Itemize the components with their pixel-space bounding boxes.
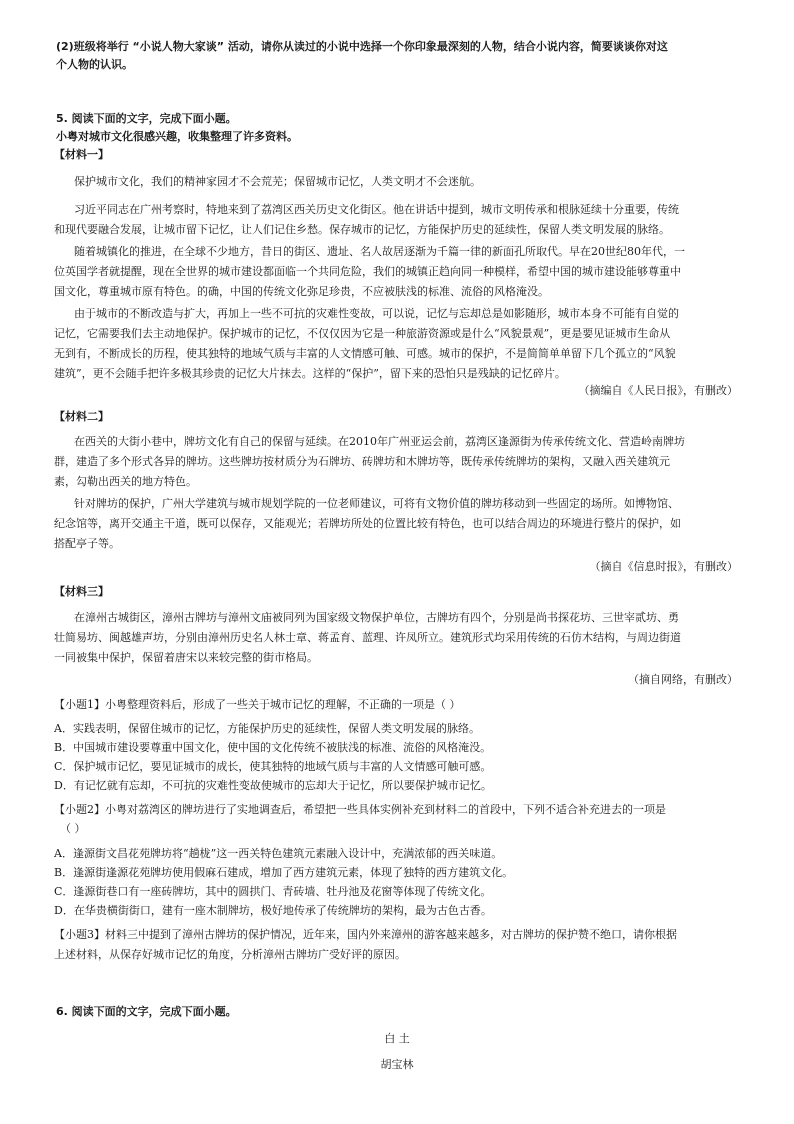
- m2-p1-line3: 素，勾勒出西关的地方特色。: [54, 475, 197, 488]
- subq2-option-b: B．逢源街逢源花苑牌坊使用假麻石建成，增加了西方建筑元素，体现了独特的西方建筑文化。: [54, 866, 514, 879]
- material-2-heading: 【材料二】: [54, 410, 109, 423]
- subq1-option-a: A．实践表明，保留住城市的记忆，方能保护历史的延续性，保留人类文明发展的脉络。: [54, 722, 480, 735]
- m1-p4-line2: 记忆，它需要我们去主动地保护。保护城市的记忆，不仅仅因为它是一种旅游资源或是什么“风貌景观”，更是要见证城市生命从: [54, 327, 671, 340]
- m1-p4-line4: 建筑”，更不会随手把许多极其珍贵的记忆大片抹去。这样的“保护”，留下来的恐怕只是残缺的记忆碎片。: [54, 367, 566, 380]
- subq3-stem-line1: 【小题3】材料三中提到了漳州古牌坊的保护情况，近年来，国内外来漳州的游客越来越多，对古牌坊的保护赞不绝口，请你根据: [54, 928, 677, 941]
- m1-p2-line1: 习近平同志在广州考察时，特地来到了荔湾区西关历史文化街区。他在讲话中提到，城市文明传承和根脉延续十分重要，传统: [74, 203, 679, 216]
- subq3-stem-line2: 上述材料，从保存好城市记忆的角度，分析漳州古牌坊广受好评的原因。: [54, 948, 406, 961]
- q6-title: 6. 阅读下面的文字，完成下面小题。: [56, 1005, 237, 1018]
- material-3-source: （摘自网络，有删改）: [628, 673, 738, 686]
- m3-p1-line3: 一同被集中保护，保留着唐宋以来较完整的街市格局。: [54, 651, 318, 664]
- subq2-option-c: C．逢源街巷口有一座砖牌坊，其中的圆拱门、青砖墙、牡丹池及花窗等体现了传统文化。: [54, 885, 492, 898]
- material-1-source: （摘编自《人民日报》，有删改）: [578, 384, 738, 397]
- subq1-option-d: D．有记忆就有忘却，不可抗的灾难性变故使城市的忘却大于记忆，所以要保护城市记忆。: [54, 779, 492, 792]
- m3-p1-line2: 壮简易坊、闽越雄声坊，分别由漳州历史名人林士章、蒋孟育、蓝理、许凤所立。建筑形式均采用传统的石仿木结构，与周边街道: [54, 631, 681, 644]
- m1-p1-line1: 保护城市文化，我们的精神家园才不会荒芜；保留城市记忆，人类文明才不会迷航。: [74, 175, 481, 188]
- m1-p4-line3: 无到有，不断成长的历程，使其独特的地域气质与丰富的人文情感可触、可感。城市的保护，不是简简单单留下几个孤立的“风貌: [54, 347, 676, 360]
- m1-p4-line1: 由于城市的不断改造与扩大，再加上一些不可抗的灾难性变故，可以说，记忆与忘却总是如影随形，城市本身不可能有自觉的: [74, 307, 679, 320]
- subq2-option-d: D．在华贵横街街口，建有一座木制牌坊，极好地传承了传统牌坊的架构，最为古色古香。: [54, 904, 492, 917]
- m2-p1-line1: 在西关的大街小巷中，牌坊文化有自己的保留与延续。在2010年广州亚运会前，荔湾区逢源街为传承传统文化、营造岭南牌坊: [74, 435, 685, 448]
- subq2-stem-line2: （ ）: [60, 822, 86, 835]
- subq1-option-c: C．保护城市记忆，要见证城市的成长，使其独特的地域气质与丰富的人文情感可触可感。: [54, 760, 492, 773]
- material-2-source: （摘自《信息时报》，有删改）: [589, 560, 738, 573]
- m1-p3-line2: 位英国学者就提醒，现在全世界的城市建设都面临一个共同危险，我们的城镇正趋向同一种模样，希望中国的城市建设能够尊重中: [54, 265, 681, 278]
- m1-p3-line1: 随着城镇化的推进，在全球不少地方，昔日的街区、遗址、名人故居逐渐为千篇一律的新面孔所取代。早在20世纪80年代，一: [74, 245, 685, 258]
- m1-p2-line2: 和现代要融合发展，让城市留下记忆，让人们记住乡愁。保存城市的记忆，方能保护历史的延续性，保留人类文明发展的脉络。: [54, 223, 670, 236]
- q4-sub2-line2: 个人物的认识。: [56, 58, 133, 71]
- m2-p1-line2: 群，建造了多个形式各异的牌坊。这些牌坊按材质分为石牌坊、砖牌坊和木牌坊等，既传承传统牌坊的架构，又融入西关建筑元: [54, 455, 670, 468]
- material-1-heading: 【材料一】: [54, 148, 109, 161]
- subq1-stem: 【小题1】小粤整理资料后，形成了一些关于城市记忆的理解，不正确的一项是（ ）: [54, 698, 461, 711]
- q5-intro: 小粤对城市文化很感兴趣，收集整理了许多资料。: [56, 130, 298, 143]
- story-author: 胡宝林: [380, 1058, 414, 1071]
- m2-p2-line2: 纪念馆等，离开交通主干道，既可以保存，又能观光；若牌坊所处的位置比较有特色，也可以结合周边的环境进行整片的保护，如: [54, 517, 681, 530]
- subq2-stem-line1: 【小题2】小粤对荔湾区的牌坊进行了实地调查后，希望把一些具体实例补充到材料二的首段中，下列不适合补充进去的一项是: [54, 803, 666, 816]
- m2-p2-line1: 针对牌坊的保护，广州大学建筑与城市规划学院的一位老师建议，可将有文物价值的牌坊移动到一些固定的场所。如博物馆、: [74, 497, 679, 510]
- story-title: 白 土: [384, 1032, 410, 1045]
- m2-p2-line3: 搭配亭子等。: [54, 537, 120, 550]
- q4-sub2-line1: (2)班级将举行 “小说人物大家谈” 活动，请你从读过的小说中选择一个你印象最深刻的人物，结合小说内容，简要谈谈你对这: [56, 40, 668, 53]
- subq2-option-a: A．逢源街文昌花苑牌坊将“趟栊”这一西关特色建筑元素融入设计中，充满浓郁的西关味道。: [54, 847, 503, 860]
- material-3-heading: 【材料三】: [54, 585, 109, 598]
- subq1-option-b: B．中国城市建设要尊重中国文化，使中国的文化传统不被肤浅的标准、流俗的风格淹没。: [54, 741, 492, 754]
- q5-title: 5. 阅读下面的文字，完成下面小题。: [56, 112, 237, 125]
- m1-p3-line3: 国文化，尊重城市原有特色。的确，中国的传统文化弥足珍贵，不应被肤浅的标准、流俗的风格淹没。: [54, 285, 549, 298]
- m3-p1-line1: 在漳州古城街区，漳州古牌坊与漳州文庙被同列为国家级文物保护单位，古牌坊有四个，分别是尚书探花坊、三世宰贰坊、勇: [74, 611, 679, 624]
